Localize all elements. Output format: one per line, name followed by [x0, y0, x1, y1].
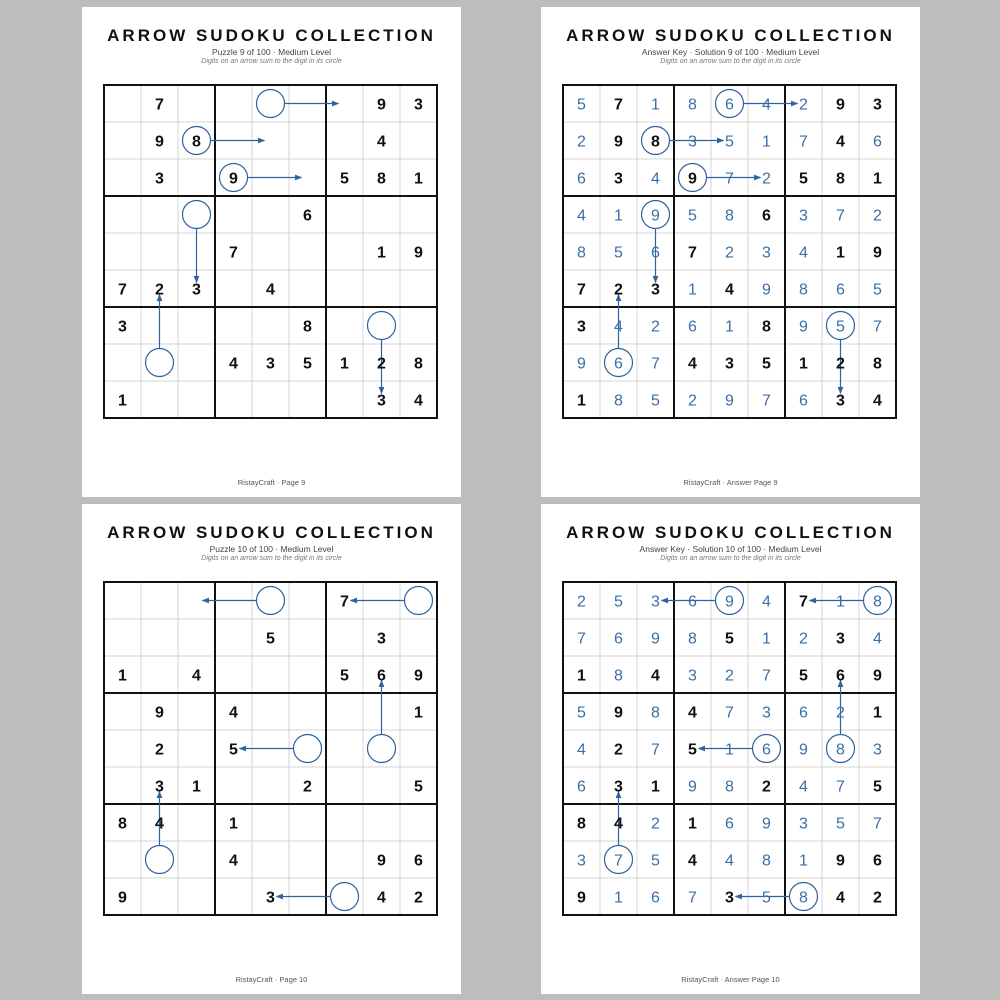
given-digit: 9	[873, 667, 882, 685]
given-digit: 9	[836, 852, 845, 870]
given-digit: 5	[873, 778, 882, 796]
given-digit: 5	[340, 667, 349, 685]
solution-digit: 8	[577, 244, 586, 262]
given-digit: 9	[118, 889, 127, 907]
solution-digit: 6	[725, 815, 734, 833]
given-digit: 8	[414, 355, 423, 373]
given-digit: 4	[688, 852, 697, 870]
page-footer: RistayCraft · Answer Page 10	[681, 975, 780, 984]
given-digit: 2	[614, 741, 623, 759]
given-digit: 1	[118, 667, 127, 685]
given-digit: 5	[266, 630, 275, 648]
given-digit: 8	[651, 133, 660, 151]
given-digit: 6	[836, 667, 845, 685]
solution-digit: 2	[836, 704, 845, 722]
solution-digit: 8	[614, 392, 623, 410]
given-digit: 3	[577, 318, 586, 336]
solution-digit: 8	[688, 96, 697, 114]
given-digit: 3	[836, 392, 845, 410]
page-footer: RistayCraft · Page 10	[235, 975, 308, 984]
given-digit: 2	[155, 281, 164, 299]
solution-digit: 5	[614, 244, 623, 262]
given-digit: 2	[762, 778, 771, 796]
page-subtitle: Puzzle 10 of 100 · Medium Level	[209, 544, 334, 554]
solution-digit: 9	[799, 318, 808, 336]
given-digit: 3	[651, 281, 660, 299]
given-digit: 2	[614, 281, 623, 299]
page-footer: RistayCraft · Page 9	[237, 478, 306, 487]
given-digit: 1	[414, 704, 423, 722]
given-digit: 7	[577, 281, 586, 299]
solution-digit: 5	[873, 281, 882, 299]
given-digit: 4	[414, 392, 423, 410]
solution-digit: 8	[799, 889, 808, 907]
solution-digit: 6	[725, 96, 734, 114]
solution-digit: 3	[762, 244, 771, 262]
given-digit: 3	[836, 630, 845, 648]
page-title: ARROW SUDOKU COLLECTION	[107, 523, 436, 542]
given-digit: 7	[340, 593, 349, 611]
given-digit: 1	[873, 170, 882, 188]
given-digit: 1	[577, 667, 586, 685]
answer-page-9	[541, 7, 920, 497]
given-digit: 4	[229, 355, 238, 373]
solution-digit: 3	[799, 815, 808, 833]
arrow-circle	[331, 883, 359, 911]
given-digit: 7	[229, 244, 238, 262]
solution-digit: 7	[799, 133, 808, 151]
solution-digit: 6	[651, 244, 660, 262]
solution-digit: 4	[799, 778, 808, 796]
page-subtitle: Answer Key · Solution 10 of 100 · Medium Level	[639, 544, 822, 554]
given-digit: 2	[414, 889, 423, 907]
solution-digit: 9	[651, 207, 660, 225]
solution-digit: 8	[799, 281, 808, 299]
solution-digit: 9	[688, 778, 697, 796]
given-digit: 1	[873, 704, 882, 722]
given-digit: 4	[192, 667, 201, 685]
page-title: ARROW SUDOKU COLLECTION	[566, 26, 895, 45]
given-digit: 9	[414, 244, 423, 262]
given-digit: 9	[688, 170, 697, 188]
given-digit: 3	[377, 392, 386, 410]
given-digit: 8	[118, 815, 127, 833]
given-digit: 3	[873, 96, 882, 114]
given-digit: 9	[614, 704, 623, 722]
solution-digit: 6	[799, 392, 808, 410]
solution-digit: 6	[577, 778, 586, 796]
given-digit: 3	[155, 778, 164, 796]
sudoku-grid	[82, 504, 461, 994]
given-digit: 7	[118, 281, 127, 299]
sudoku-grid	[541, 504, 920, 994]
given-digit: 1	[799, 355, 808, 373]
solution-digit: 5	[688, 207, 697, 225]
given-digit: 4	[688, 355, 697, 373]
arrow-circle	[257, 587, 285, 615]
solution-digit: 2	[873, 207, 882, 225]
solution-digit: 7	[577, 630, 586, 648]
given-digit: 5	[762, 355, 771, 373]
given-digit: 8	[303, 318, 312, 336]
given-digit: 5	[799, 667, 808, 685]
solution-digit: 2	[688, 392, 697, 410]
solution-digit: 4	[873, 630, 882, 648]
solution-digit: 3	[873, 741, 882, 759]
given-digit: 3	[614, 170, 623, 188]
solution-digit: 8	[725, 207, 734, 225]
given-digit: 1	[118, 392, 127, 410]
given-digit: 8	[873, 355, 882, 373]
given-digit: 1	[192, 778, 201, 796]
given-digit: 4	[229, 852, 238, 870]
solution-digit: 1	[799, 852, 808, 870]
solution-digit: 1	[725, 318, 734, 336]
given-digit: 9	[614, 133, 623, 151]
solution-digit: 5	[614, 593, 623, 611]
puzzle-page-9	[82, 7, 461, 497]
solution-digit: 6	[836, 281, 845, 299]
given-digit: 5	[688, 741, 697, 759]
solution-digit: 5	[836, 318, 845, 336]
given-digit: 3	[414, 96, 423, 114]
given-digit: 3	[192, 281, 201, 299]
solution-digit: 4	[725, 852, 734, 870]
solution-digit: 3	[799, 207, 808, 225]
arrow-circle	[146, 846, 174, 874]
given-digit: 6	[414, 852, 423, 870]
given-digit: 3	[266, 889, 275, 907]
given-digit: 7	[155, 96, 164, 114]
given-digit: 9	[155, 133, 164, 151]
solution-digit: 7	[651, 355, 660, 373]
given-digit: 1	[577, 392, 586, 410]
solution-digit: 9	[762, 281, 771, 299]
solution-digit: 7	[873, 815, 882, 833]
solution-digit: 3	[688, 133, 697, 151]
given-digit: 9	[836, 96, 845, 114]
arrow-circle	[294, 735, 322, 763]
arrow-circle	[257, 90, 285, 118]
solution-digit: 7	[651, 741, 660, 759]
solution-digit: 4	[799, 244, 808, 262]
given-digit: 9	[155, 704, 164, 722]
given-digit: 4	[725, 281, 734, 299]
given-digit: 9	[377, 852, 386, 870]
solution-digit: 5	[651, 392, 660, 410]
given-digit: 4	[377, 133, 386, 151]
solution-digit: 8	[688, 630, 697, 648]
solution-digit: 2	[577, 133, 586, 151]
solution-digit: 8	[762, 852, 771, 870]
given-digit: 7	[614, 96, 623, 114]
solution-digit: 5	[836, 815, 845, 833]
given-digit: 3	[118, 318, 127, 336]
page-title: ARROW SUDOKU COLLECTION	[566, 523, 895, 542]
solution-digit: 7	[688, 889, 697, 907]
solution-digit: 6	[577, 170, 586, 188]
given-digit: 8	[577, 815, 586, 833]
solution-digit: 5	[725, 133, 734, 151]
given-digit: 4	[377, 889, 386, 907]
solution-digit: 2	[799, 630, 808, 648]
solution-digit: 1	[725, 741, 734, 759]
given-digit: 2	[377, 355, 386, 373]
solution-digit: 1	[688, 281, 697, 299]
page-rule-note: Digits on an arrow sum to the digit in its circle	[660, 58, 801, 65]
solution-digit: 2	[725, 667, 734, 685]
solution-digit: 7	[725, 170, 734, 188]
solution-digit: 4	[762, 593, 771, 611]
given-digit: 5	[414, 778, 423, 796]
sudoku-grid	[541, 7, 920, 497]
solution-digit: 5	[577, 704, 586, 722]
given-digit: 9	[377, 96, 386, 114]
given-digit: 4	[651, 667, 660, 685]
page-footer: RistayCraft · Answer Page 9	[683, 478, 778, 487]
given-digit: 2	[873, 889, 882, 907]
given-digit: 8	[192, 133, 201, 151]
arrow-circle	[368, 735, 396, 763]
given-digit: 9	[414, 667, 423, 685]
given-digit: 8	[762, 318, 771, 336]
given-digit: 7	[799, 593, 808, 611]
solution-digit: 7	[762, 392, 771, 410]
solution-digit: 6	[614, 630, 623, 648]
solution-digit: 9	[577, 355, 586, 373]
given-digit: 3	[725, 355, 734, 373]
given-digit: 3	[725, 889, 734, 907]
page-rule-note: Digits on an arrow sum to the digit in its circle	[201, 555, 342, 562]
solution-digit: 3	[651, 593, 660, 611]
given-digit: 6	[873, 852, 882, 870]
given-digit: 1	[651, 778, 660, 796]
given-digit: 5	[303, 355, 312, 373]
solution-digit: 2	[762, 170, 771, 188]
given-digit: 2	[836, 355, 845, 373]
solution-digit: 4	[577, 207, 586, 225]
given-digit: 7	[688, 244, 697, 262]
solution-digit: 2	[725, 244, 734, 262]
solution-digit: 8	[725, 778, 734, 796]
solution-digit: 7	[873, 318, 882, 336]
arrow-circle	[368, 312, 396, 340]
solution-digit: 2	[651, 815, 660, 833]
solution-digit: 6	[873, 133, 882, 151]
solution-digit: 1	[762, 630, 771, 648]
solution-digit: 7	[725, 704, 734, 722]
solution-digit: 8	[651, 704, 660, 722]
solution-digit: 3	[688, 667, 697, 685]
given-digit: 4	[836, 889, 845, 907]
given-digit: 1	[340, 355, 349, 373]
solution-digit: 3	[577, 852, 586, 870]
solution-digit: 1	[614, 889, 623, 907]
solution-digit: 6	[762, 741, 771, 759]
given-digit: 4	[836, 133, 845, 151]
page-subtitle: Puzzle 9 of 100 · Medium Level	[211, 47, 332, 57]
given-digit: 9	[577, 889, 586, 907]
given-digit: 1	[688, 815, 697, 833]
page-subtitle: Answer Key · Solution 9 of 100 · Medium Level	[641, 47, 820, 57]
arrow-circle	[146, 349, 174, 377]
given-digit: 6	[303, 207, 312, 225]
solution-digit: 4	[614, 318, 623, 336]
given-digit: 2	[155, 741, 164, 759]
given-digit: 5	[229, 741, 238, 759]
solution-digit: 7	[836, 207, 845, 225]
solution-digit: 9	[725, 392, 734, 410]
solution-digit: 9	[799, 741, 808, 759]
given-digit: 1	[414, 170, 423, 188]
solution-digit: 6	[799, 704, 808, 722]
given-digit: 5	[799, 170, 808, 188]
solution-digit: 1	[614, 207, 623, 225]
arrow-circle	[405, 587, 433, 615]
given-digit: 4	[266, 281, 275, 299]
solution-digit: 6	[614, 355, 623, 373]
solution-digit: 5	[762, 889, 771, 907]
puzzle-page-10	[82, 504, 461, 994]
given-digit: 3	[614, 778, 623, 796]
solution-digit: 1	[836, 593, 845, 611]
given-digit: 1	[229, 815, 238, 833]
page-rule-note: Digits on an arrow sum to the digit in its circle	[201, 58, 342, 65]
given-digit: 1	[377, 244, 386, 262]
solution-digit: 6	[688, 318, 697, 336]
solution-digit: 4	[651, 170, 660, 188]
solution-digit: 8	[614, 667, 623, 685]
given-digit: 9	[873, 244, 882, 262]
solution-digit: 9	[762, 815, 771, 833]
solution-digit: 8	[873, 593, 882, 611]
solution-digit: 7	[614, 852, 623, 870]
solution-digit: 2	[651, 318, 660, 336]
given-digit: 4	[614, 815, 623, 833]
given-digit: 9	[229, 170, 238, 188]
page-title: ARROW SUDOKU COLLECTION	[107, 26, 436, 45]
solution-digit: 5	[651, 852, 660, 870]
solution-digit: 6	[651, 889, 660, 907]
solution-digit: 2	[799, 96, 808, 114]
given-digit: 3	[266, 355, 275, 373]
arrow-circle	[183, 201, 211, 229]
solution-digit: 9	[725, 593, 734, 611]
solution-digit: 6	[688, 593, 697, 611]
sudoku-grid	[82, 7, 461, 497]
given-digit: 3	[377, 630, 386, 648]
solution-digit: 9	[651, 630, 660, 648]
solution-digit: 7	[836, 778, 845, 796]
solution-digit: 7	[762, 667, 771, 685]
solution-digit: 5	[577, 96, 586, 114]
solution-digit: 1	[651, 96, 660, 114]
given-digit: 3	[155, 170, 164, 188]
given-digit: 6	[377, 667, 386, 685]
page-rule-note: Digits on an arrow sum to the digit in its circle	[660, 555, 801, 562]
solution-digit: 2	[577, 593, 586, 611]
given-digit: 5	[340, 170, 349, 188]
given-digit: 5	[725, 630, 734, 648]
solution-digit: 4	[577, 741, 586, 759]
given-digit: 1	[836, 244, 845, 262]
given-digit: 6	[762, 207, 771, 225]
solution-digit: 8	[836, 741, 845, 759]
given-digit: 2	[303, 778, 312, 796]
given-digit: 4	[229, 704, 238, 722]
solution-digit: 3	[762, 704, 771, 722]
given-digit: 4	[155, 815, 164, 833]
given-digit: 4	[688, 704, 697, 722]
given-digit: 8	[836, 170, 845, 188]
solution-digit: 4	[762, 96, 771, 114]
solution-digit: 1	[762, 133, 771, 151]
answer-page-10	[541, 504, 920, 994]
given-digit: 8	[377, 170, 386, 188]
given-digit: 4	[873, 392, 882, 410]
